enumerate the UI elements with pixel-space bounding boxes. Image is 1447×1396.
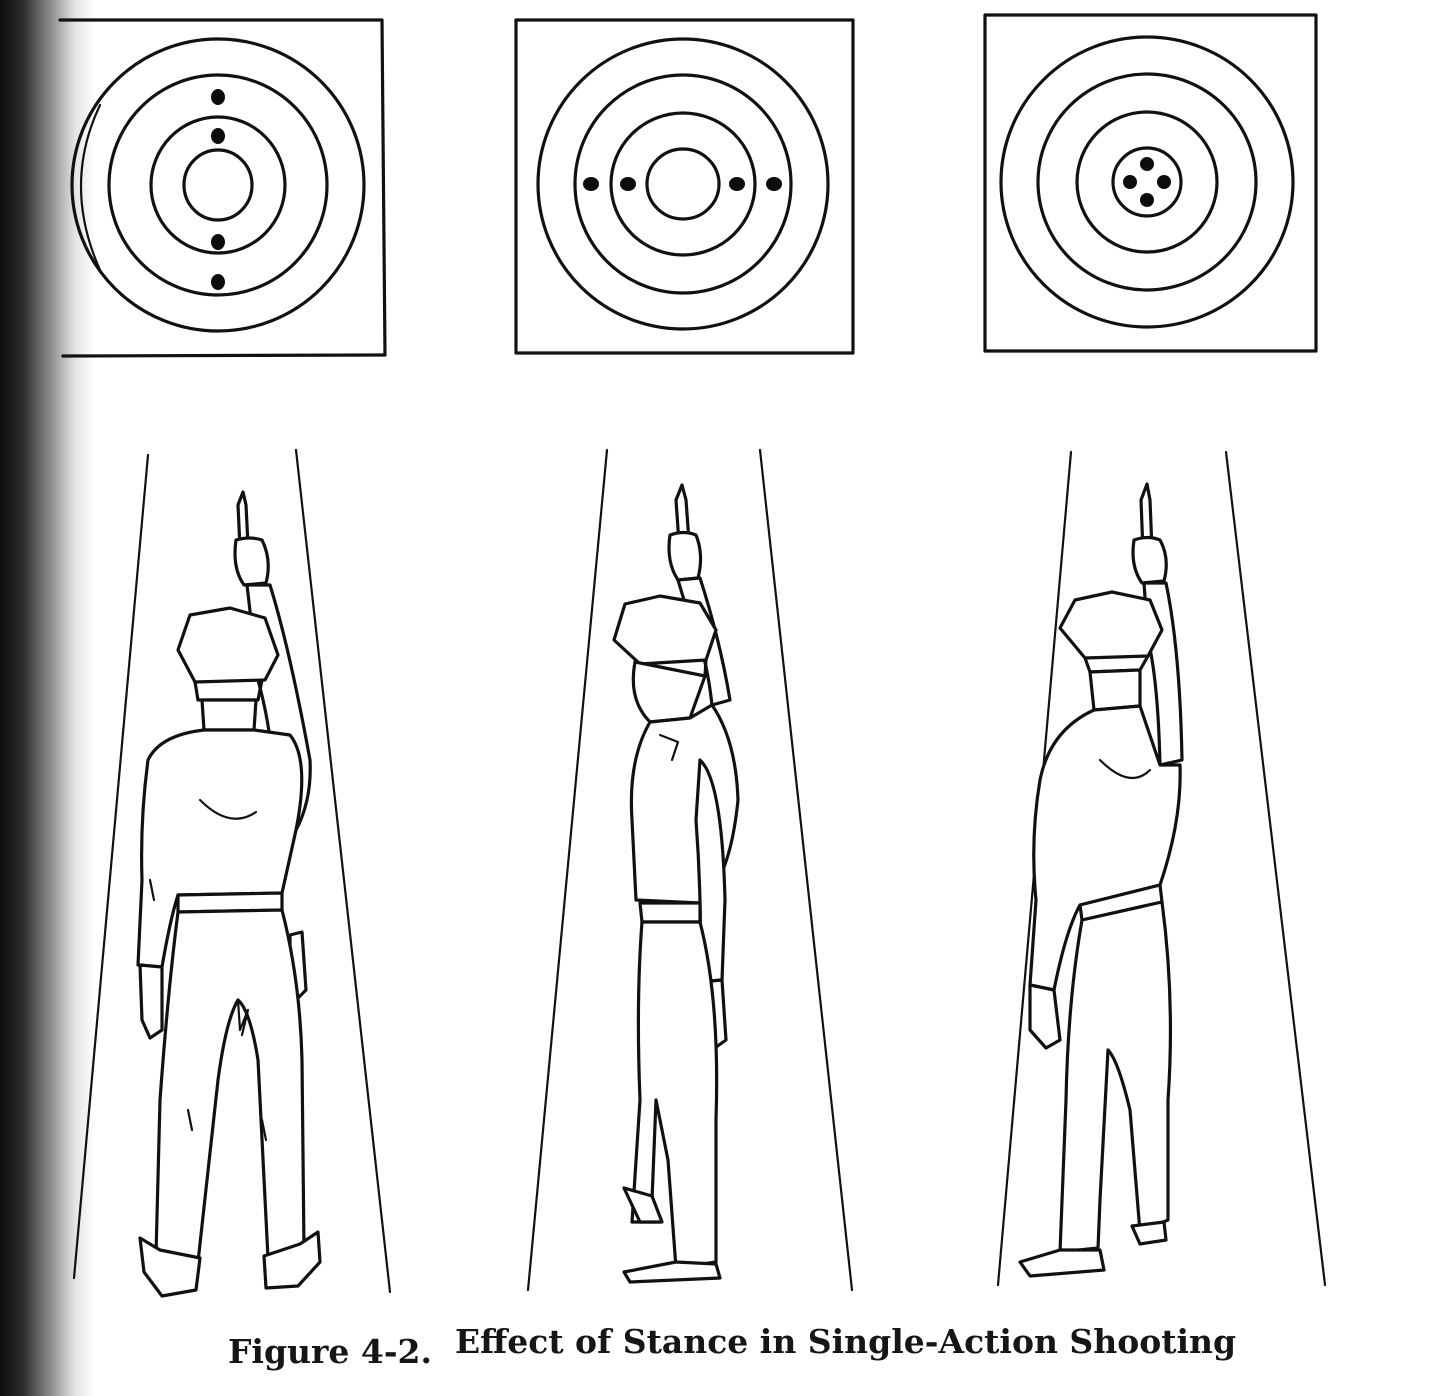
figure-caption bbox=[0, 1318, 1447, 1378]
shot-holes-horizontal bbox=[583, 177, 782, 191]
shooter-2 bbox=[614, 485, 738, 1282]
figure-label: Figure 4-2. bbox=[228, 1332, 433, 1371]
figure-title: Effect of Stance in Single-Action Shooting bbox=[455, 1322, 1237, 1361]
target-3 bbox=[985, 15, 1316, 351]
shooter-1 bbox=[138, 492, 320, 1296]
shot-holes-vertical bbox=[211, 89, 225, 290]
target-2 bbox=[516, 20, 853, 353]
target-1 bbox=[60, 20, 385, 356]
shooter-3 bbox=[1020, 484, 1182, 1276]
shot-holes-grouped bbox=[1123, 157, 1171, 207]
